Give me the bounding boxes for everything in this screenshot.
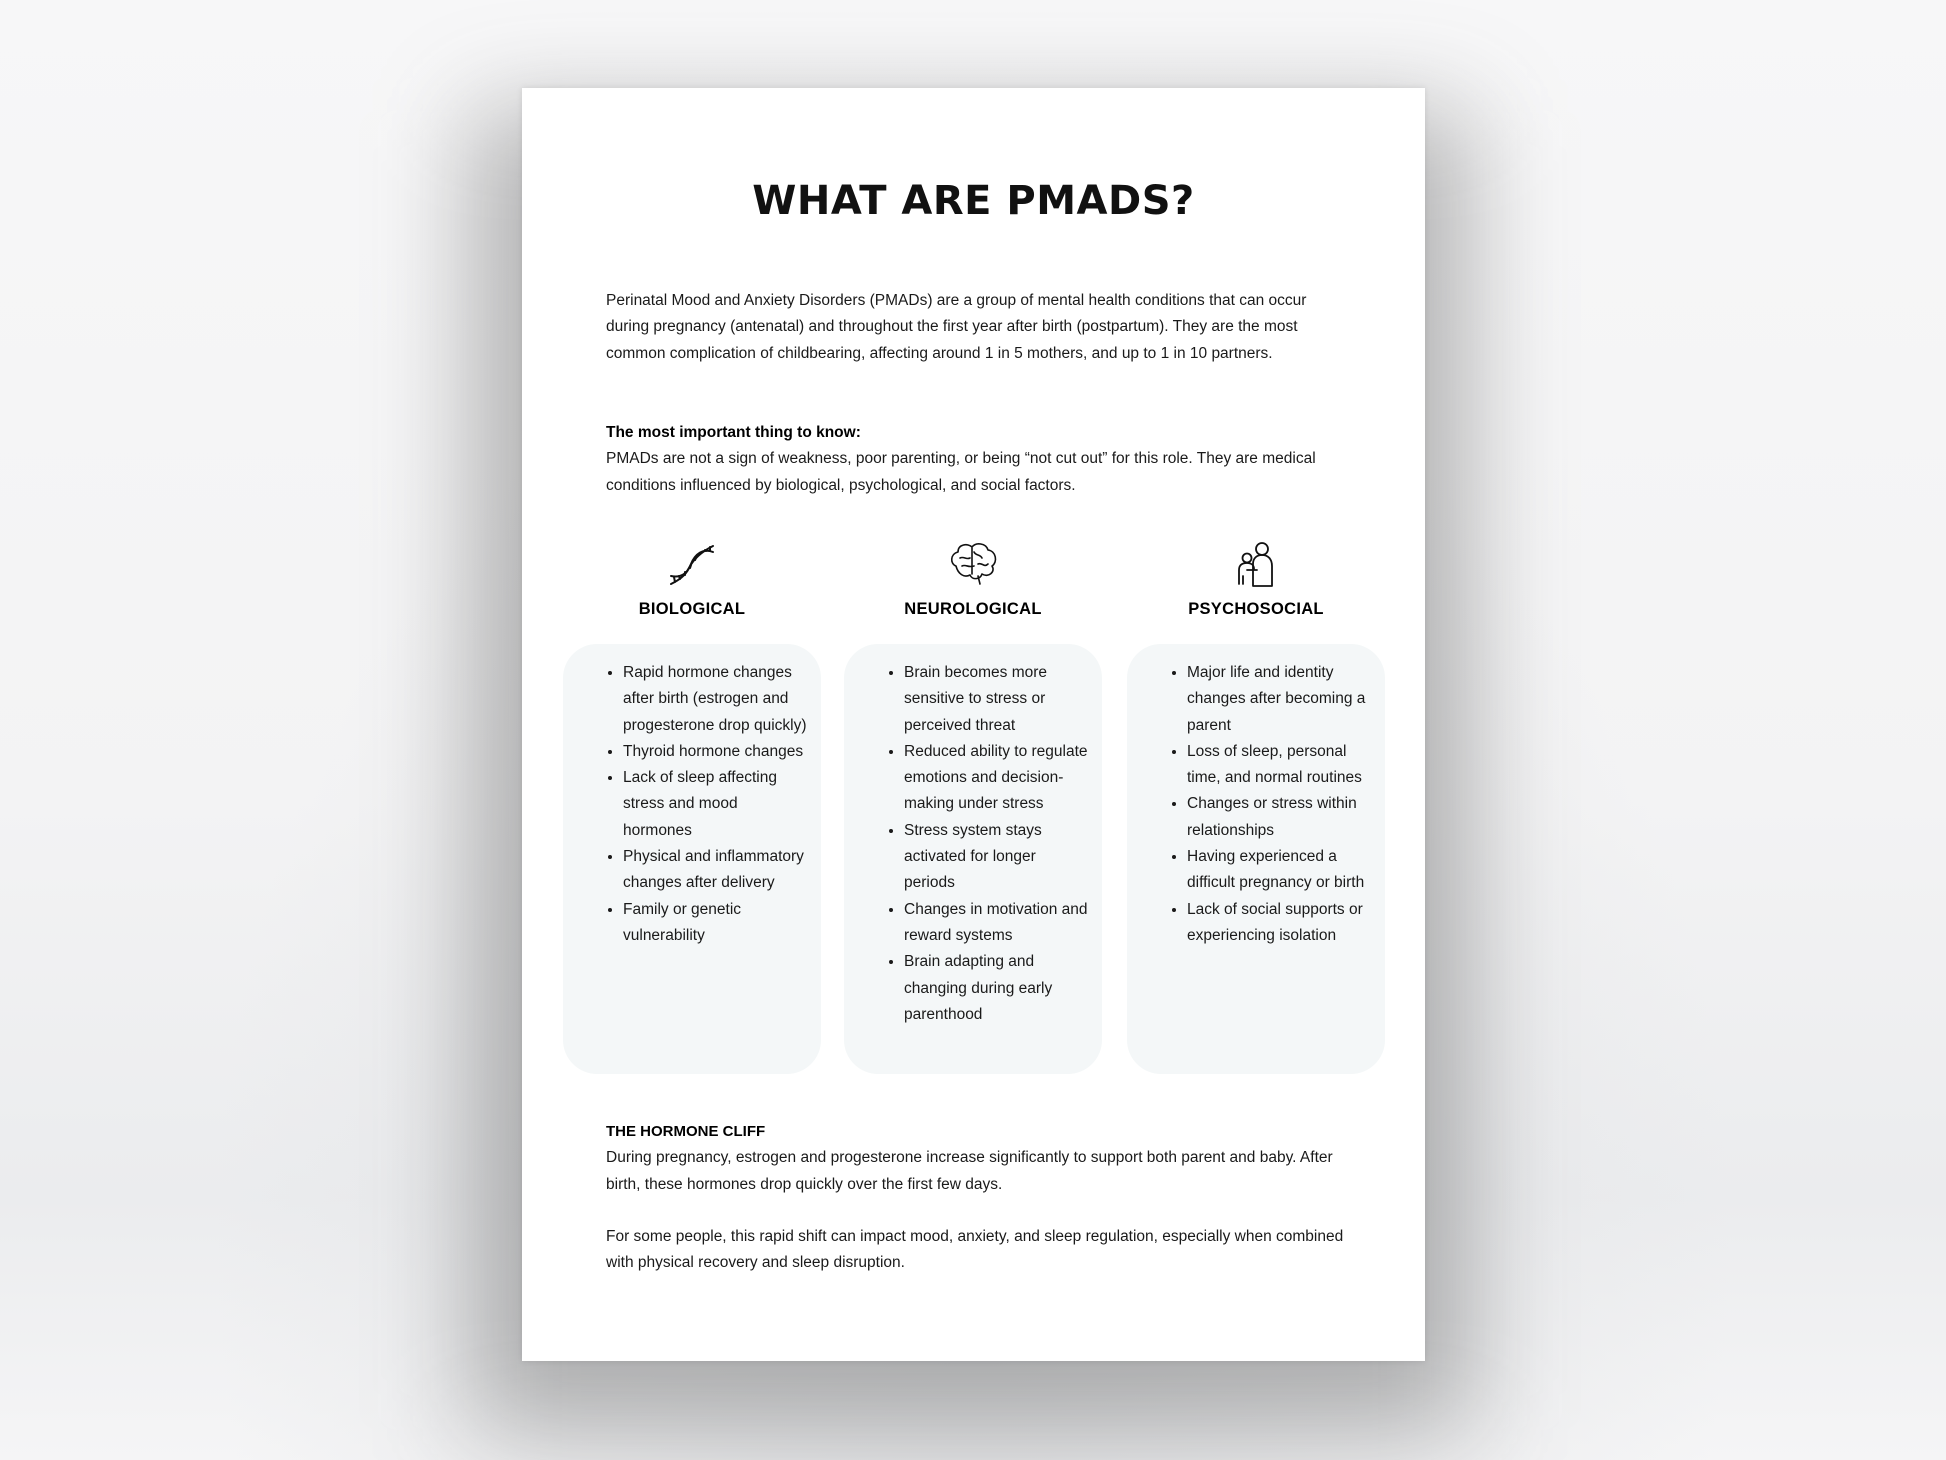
parent-child-icon (1229, 540, 1283, 590)
list-item: • Major life and identity changes after becoming a parent (1187, 660, 1371, 739)
important-heading: The most important thing to know: (606, 424, 861, 441)
list-item: • Brain adapting and changing during early parenthood (904, 949, 1088, 1028)
list-item: • Lack of sleep affecting stress and mood hormones (623, 765, 807, 844)
list-item: • Stress system stays activated for longer periods (904, 818, 1088, 897)
biological-list (563, 660, 807, 949)
hormone-cliff-section (606, 1119, 1351, 1198)
page-title: WHAT ARE PMADS? (752, 178, 1195, 224)
psychosocial-list (1127, 660, 1371, 949)
list-item: • Reduced ability to regulate emotions and decision-making under stress (904, 739, 1088, 818)
important-text: PMADs are not a sign of weakness, poor parenting, or being “not cut out” for this role. They are medical conditions influenced by biological, psychological, and social factors. (606, 450, 1316, 494)
important-section (606, 420, 1351, 499)
psychosocial-header (1127, 540, 1385, 619)
list-item: • Changes or stress within relationships (1187, 791, 1371, 844)
neurological-card (844, 644, 1102, 1074)
brain-icon (946, 540, 1000, 590)
list-item: • Rapid hormone changes after birth (estrogen and progesterone drop quickly) (623, 660, 807, 739)
list-item: • Physical and inflammatory changes after delivery (623, 844, 807, 897)
biological-card (563, 644, 821, 1074)
biological-label: BIOLOGICAL (638, 600, 746, 618)
neurological-header (844, 540, 1102, 619)
list-item: • Thyroid hormone changes (623, 739, 807, 765)
neurological-label: NEUROLOGICAL (904, 600, 1042, 618)
list-item: • Family or genetic vulnerability (623, 897, 807, 950)
neurological-list (844, 660, 1088, 1028)
list-item: • Loss of sleep, personal time, and normal routines (1187, 739, 1371, 792)
list-item: • Lack of social supports or experiencing isolation (1187, 897, 1371, 950)
hormone-cliff-paragraph-1: During pregnancy, estrogen and progesterone increase significantly to support both parent and baby. After birth, these hormones drop quickly over the first few days. (606, 1149, 1333, 1193)
biological-header (563, 540, 821, 619)
list-item: • Changes in motivation and reward systems (904, 897, 1088, 950)
dna-icon (665, 540, 719, 590)
document-page (522, 88, 1425, 1361)
list-item: • Brain becomes more sensitive to stress or perceived threat (904, 660, 1088, 739)
hormone-cliff-heading: THE HORMONE CLIFF (606, 1123, 766, 1140)
psychosocial-label: PSYCHOSOCIAL (1188, 600, 1324, 618)
list-item: • Having experienced a difficult pregnancy or birth (1187, 844, 1371, 897)
psychosocial-card (1127, 644, 1385, 1074)
hormone-cliff-paragraph-2: For some people, this rapid shift can impact mood, anxiety, and sleep regulation, especially when combined with physical recovery and sleep disruption. (606, 1228, 1344, 1272)
intro-paragraph: Perinatal Mood and Anxiety Disorders (PMADs) are a group of mental health conditions that can occur during pregnancy (antenatal) and throughout the first year after birth (postpartum). They are the most common complication of childbearing, affecting around 1 in 5 mothers, and up to 1 in 10 partners. (606, 292, 1307, 362)
